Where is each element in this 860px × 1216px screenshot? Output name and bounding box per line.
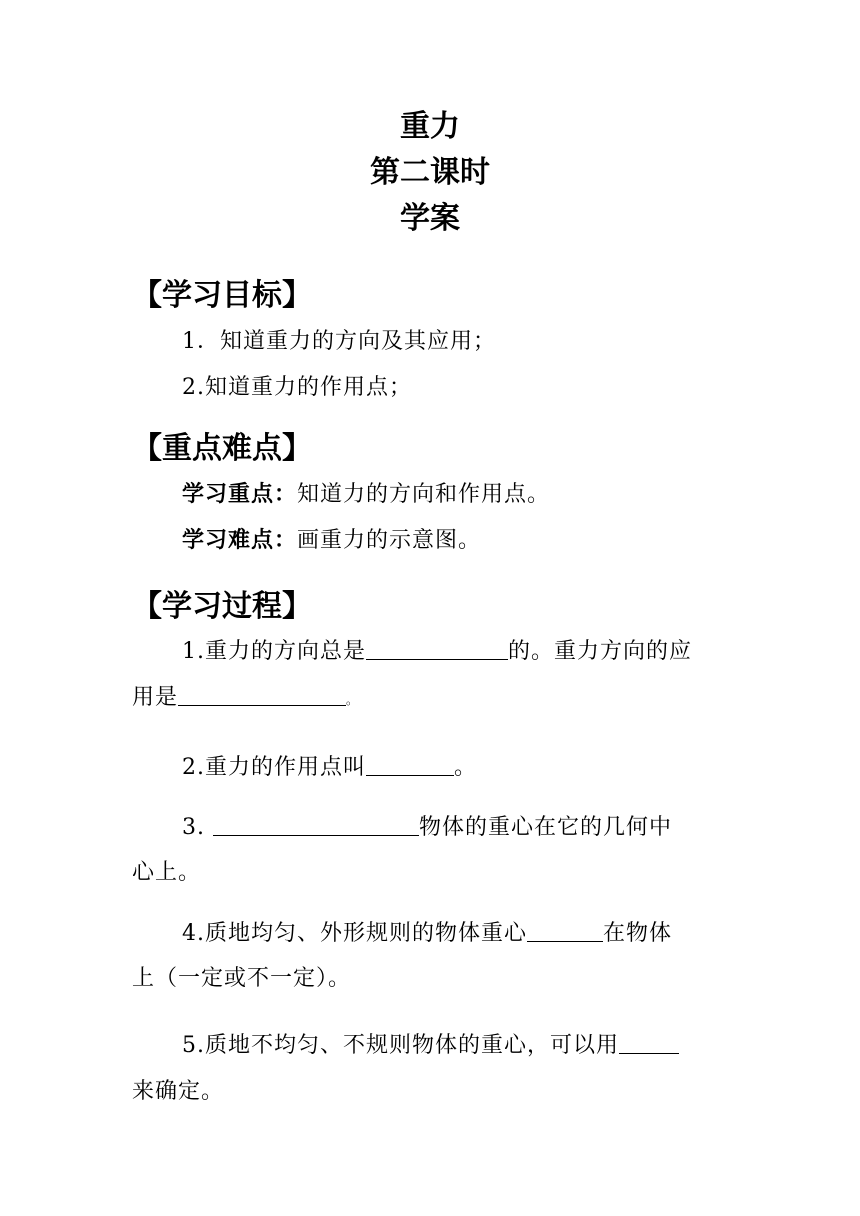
question-2-text-b: 。 <box>454 755 478 780</box>
question-1-text-c: 用是 <box>132 685 179 710</box>
question-1-blank-1 <box>366 637 508 660</box>
objectives-heading: 【学习目标】 <box>132 278 312 313</box>
question-2-text-a: 2.重力的作用点叫 <box>182 755 366 780</box>
key-points-heading: 【重点难点】 <box>132 431 312 466</box>
question-5-line-2: 来确定。 <box>132 1079 225 1104</box>
question-2-blank <box>366 753 454 776</box>
difficulty-text: 画重力的示意图。 <box>297 528 482 553</box>
objective-item-2: 2.知道重力的作用点； <box>182 375 412 400</box>
question-4-line-1 <box>182 919 672 949</box>
question-5-line-1 <box>182 1031 679 1061</box>
question-1-line-2 <box>132 683 359 715</box>
process-heading: 【学习过程】 <box>132 589 312 624</box>
focus-text: 知道力的方向和作用点。 <box>297 482 551 507</box>
lesson-subtitle: 第二课时 <box>370 155 490 190</box>
question-1-line-1 <box>182 637 692 667</box>
document-type: 学案 <box>400 201 460 236</box>
difficulty-label: 学习难点： <box>182 527 298 553</box>
question-1-text-a: 1.重力的方向总是 <box>182 639 366 664</box>
question-5-text-a: 5.质地不均匀、不规则物体的重心，可以用 <box>182 1033 619 1058</box>
question-5-blank <box>619 1031 679 1054</box>
question-4-blank <box>527 919 603 942</box>
question-3-text-b: 物体的重心在它的几何中 <box>418 815 672 840</box>
question-1-text-b: 的。重力方向的应 <box>508 639 693 664</box>
question-3-text-a: 3. <box>182 815 213 840</box>
question-3-line-1 <box>182 813 672 843</box>
focus-line <box>182 479 550 510</box>
question-4-text-a: 4.质地均匀、外形规则的物体重心 <box>182 921 527 946</box>
focus-label: 学习重点： <box>182 481 298 507</box>
question-2-line <box>182 753 477 783</box>
question-1-blank-2 <box>178 683 346 706</box>
title-block <box>0 104 860 242</box>
difficulty-line <box>182 525 481 556</box>
page-title: 重力 <box>400 109 460 144</box>
question-4-text-b: 在物体 <box>603 921 673 946</box>
question-3-blank <box>213 813 419 836</box>
question-4-line-2: 上（一定或不一定）。 <box>132 966 352 991</box>
question-3-line-2: 心上。 <box>132 860 202 885</box>
question-1-text-d: 。 <box>346 693 360 707</box>
objective-item-1: 1．知道重力的方向及其应用； <box>182 329 496 354</box>
